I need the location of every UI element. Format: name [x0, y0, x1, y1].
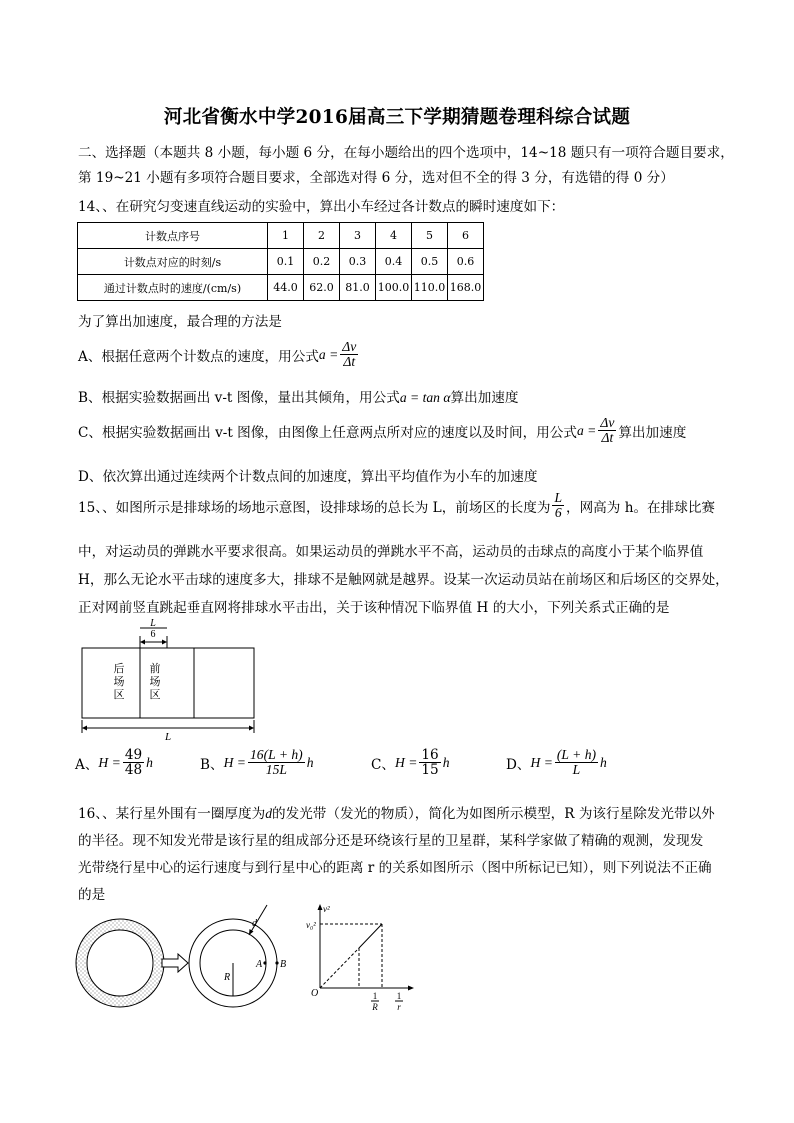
q16-line-4: 的是 [78, 887, 106, 903]
dim-bottom-label: L [164, 731, 172, 743]
label-b: B [280, 959, 287, 970]
dim-top-denominator: 6 [150, 629, 156, 640]
formula-lhs: a = [318, 346, 339, 362]
formula-fraction [340, 340, 358, 370]
q14-stem: 14、、在研究匀变速直线运动的实验中，算出小车经过各计数点的瞬时速度如下： [78, 199, 565, 215]
q15-fraction [552, 491, 564, 521]
section-intro-line-2: 第 19~21 小题有多项符合题目要求，全部选对得 6 分，选对但不全的得 3 分，有选错的得 0 分） [78, 170, 674, 186]
table-row [78, 223, 484, 249]
point-b [275, 961, 278, 964]
option-lhs: H = [223, 754, 246, 770]
table-cell: 100.0 [376, 275, 412, 301]
arrow-icon [140, 640, 145, 645]
option-lhs: H = [530, 754, 553, 770]
fraction-numerator: 16(L + h) [249, 747, 303, 762]
q15-line-3: H，那么无论水平击球的速度多大，排球不是触网就是越界。设某一次运动员站在前场区和后场区的交界处， [78, 572, 729, 588]
formula-numerator: Δv [600, 415, 615, 430]
label-d: d [252, 918, 257, 929]
y-axis-tick: v₀² [306, 920, 316, 930]
arrow-icon [162, 640, 167, 645]
q15-line-1-tail: ，网高为 h。在排球比赛 [566, 499, 716, 516]
table-cell: 0.1 [268, 249, 304, 275]
option-fraction [419, 748, 440, 778]
q15-option-b [200, 748, 314, 778]
table-row [78, 249, 484, 275]
x-tick-1-denominator: R [372, 1002, 378, 1012]
option-tail: h [442, 754, 450, 770]
option-b-formula: a = tan α [399, 390, 451, 405]
section-intro-line-1: 二、选择题（本题共 8 小题，每小题 6 分，在每小题给出的四个选项中，14~18 题只有一项符合题目要求， [78, 145, 734, 161]
formula-numerator: Δv [342, 339, 357, 354]
option-b-tail: 算出加速度 [450, 390, 519, 406]
formula-denominator: Δt [601, 430, 614, 446]
arrow-icon [249, 726, 254, 731]
fraction-numerator: 16 [421, 747, 439, 763]
option-label: D、 [506, 756, 531, 773]
zone-front-label: 前 [149, 663, 161, 675]
arrow-icon [82, 726, 87, 731]
option-fraction [555, 748, 598, 778]
option-label: C、 [371, 756, 395, 773]
fraction-denominator: 15 [421, 762, 439, 779]
table-cell: 4 [376, 223, 412, 249]
label-a: A [256, 959, 263, 970]
q15-line-2: 中，对运动员的弹跳水平要求很高。如果运动员的弹跳水平不高，运动员的击球点的高度小于某个临界值 [78, 544, 704, 560]
zone-front-label: 区 [149, 689, 161, 701]
zone-back-label: 后 [113, 663, 125, 675]
option-label: A、 [75, 756, 99, 773]
q14-option-d: D、依次算出通过连续两个计数点间的加速度，算出平均值作为小车的加速度 [78, 469, 538, 485]
fraction-denominator: L [572, 762, 581, 778]
q15-option-d [506, 748, 607, 778]
q14-question: 为了算出加速度，最合理的方法是 [78, 314, 282, 330]
fraction-denominator: 6 [554, 505, 562, 521]
table-row-label: 通过计数点时的速度/(cm/s) [78, 275, 268, 301]
formula-lhs: a = [576, 422, 597, 438]
q16-line-1-tail: 的发光带（发光的物质），简化为如图所示模型，R 为该行星除发光带以外 [272, 806, 715, 822]
q15-line-1 [78, 491, 715, 521]
origin-label: O [311, 988, 319, 999]
q15-option-a [75, 748, 153, 778]
x-tick-2-denominator: r [397, 1002, 401, 1012]
court-outline [82, 648, 254, 718]
arrow-up-icon [318, 904, 323, 910]
option-fraction [248, 748, 305, 778]
option-lhs: H = [395, 754, 418, 770]
table-cell: 81.0 [340, 275, 376, 301]
label-r: R [224, 972, 231, 983]
option-tail: h [146, 754, 153, 770]
table-cell: 110.0 [412, 275, 448, 301]
option-c-text: C、根据实验数据画出 v-t 图像，由图像上任意两点所对应的速度以及时间，用公式 [78, 424, 577, 441]
table-row [78, 275, 484, 301]
table-row-label: 计数点序号 [78, 223, 268, 249]
option-c-tail: 算出加速度 [618, 424, 687, 441]
page-title: 河北省衡水中学2016届高三下学期猜题卷理科综合试题 [163, 107, 631, 128]
table-cell: 1 [268, 223, 304, 249]
zone-back-label: 区 [113, 689, 125, 701]
y-axis-label: v² [323, 904, 330, 914]
q16-var-d: d [265, 806, 273, 821]
option-label: B、 [200, 756, 224, 773]
dashed-line [320, 948, 359, 988]
q14-data-table [77, 222, 484, 301]
fraction-denominator: 15L [265, 762, 287, 778]
zone-back-label: 场 [113, 676, 125, 688]
q15-line-1-text: 15、、如图所示是排球场的场地示意图，设排球场的总长为 L，前场区的长度为 [78, 499, 551, 516]
q16-line-3: 光带绕行星中心的运行速度与到行星中心的距离 r 的关系如图所示（图中所标记已知），则下列说法不正确 [78, 860, 712, 876]
table-cell: 6 [448, 223, 484, 249]
table-cell: 5 [412, 223, 448, 249]
table-cell: 0.2 [304, 249, 340, 275]
arrow-icon [249, 929, 254, 935]
arrow-right-icon [162, 954, 188, 972]
q16-line-1-text: 16、、某行星外围有一圈厚度为 [78, 806, 266, 822]
formula-fraction [598, 416, 616, 446]
x-tick-2-numerator: 1 [396, 991, 402, 1001]
fraction-numerator: L [554, 490, 562, 505]
option-lhs: H = [98, 754, 121, 770]
arrow-right-icon [408, 986, 414, 991]
option-b-text: B、根据实验数据画出 v-t 图像，量出其倾角，用公式 [78, 390, 400, 406]
table-cell: 0.5 [412, 249, 448, 275]
table-cell: 0.3 [340, 249, 376, 275]
table-cell: 2 [304, 223, 340, 249]
q16-line-2: 的半径。现不知发光带是该行星的组成部分还是环绕该行星的卫星群，某科学家做了精确的观测，发现发 [78, 833, 704, 849]
option-tail: h [600, 754, 607, 770]
x-tick-1-numerator: 1 [372, 991, 378, 1001]
q15-line-4: 正对网前竖直跳起垂直网将排球水平击出，关于该种情况下临界值 H 的大小，下列关系式正确的是 [78, 600, 670, 616]
solid-line [359, 924, 382, 948]
table-row-label: 计数点对应的时刻/s [78, 249, 268, 275]
formula-denominator: Δt [343, 354, 356, 370]
q16-line-1 [78, 802, 715, 822]
option-a-text: A、根据任意两个计数点的速度，用公式 [78, 348, 319, 365]
dim-top-numerator: L [150, 618, 156, 629]
table-cell: 0.4 [376, 249, 412, 275]
table-cell: 62.0 [304, 275, 340, 301]
q15-option-c [371, 748, 450, 778]
table-cell: 168.0 [448, 275, 484, 301]
fraction-numerator: (L + h) [556, 747, 597, 762]
volleyball-court-diagram [76, 618, 266, 743]
q14-option-c [78, 416, 686, 446]
fraction-denominator: 48 [124, 762, 143, 779]
option-fraction [123, 748, 144, 778]
q14-option-a [78, 340, 360, 370]
table-cell: 0.6 [448, 249, 484, 275]
zone-front-label: 场 [149, 676, 161, 688]
option-tail: h [306, 754, 314, 770]
fraction-numerator: 49 [124, 747, 143, 763]
table-cell: 44.0 [268, 275, 304, 301]
q14-option-b [78, 386, 518, 406]
v-squared-vs-inverse-r-graph [302, 900, 417, 1012]
table-cell: 3 [340, 223, 376, 249]
point-a [263, 961, 266, 964]
planet-ring-diagram [74, 900, 299, 1012]
